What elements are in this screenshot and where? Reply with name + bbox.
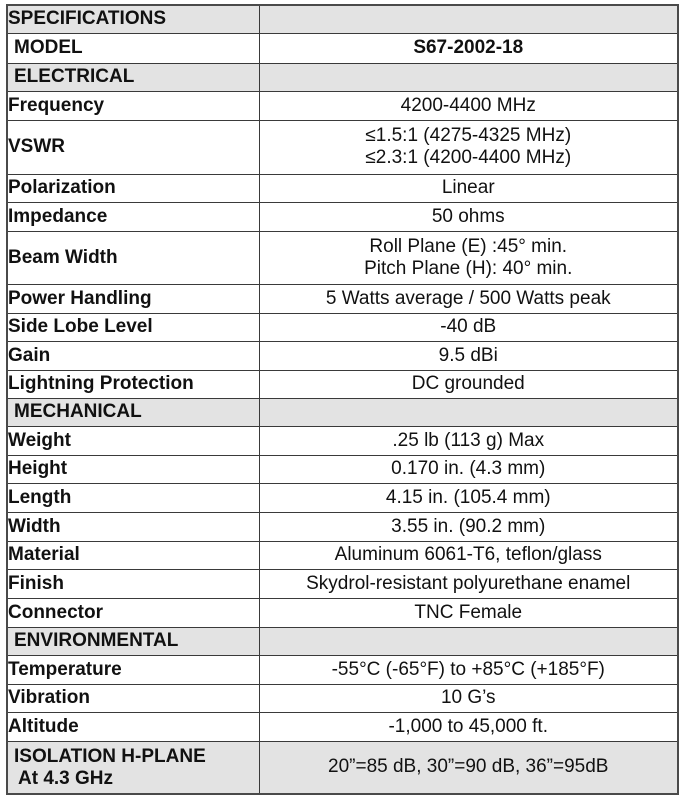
spec-value: Skydrol-resistant polyurethane enamel [259,569,678,598]
spec-label: Power Handling [7,284,259,313]
section-environmental [7,627,678,655]
section-label: MECHANICAL [7,398,259,426]
section-empty-cell [259,63,678,91]
spec-label: Altitude [7,712,259,741]
section-label: ENVIRONMENTAL [7,627,259,655]
section-empty-cell [259,398,678,426]
spec-value: 9.5 dBi [259,341,678,370]
spec-label: Length [7,483,259,512]
spec-label: Connector [7,598,259,627]
spec-value: Linear [259,174,678,202]
spec-row-height [7,455,678,483]
spec-row-width [7,512,678,541]
section-empty-cell [259,627,678,655]
spec-value: 10 G’s [259,684,678,712]
model-row [7,33,678,63]
spec-row-frequency [7,91,678,120]
spec-label: Gain [7,341,259,370]
isolation-row [7,741,678,794]
isolation-value: 20”=85 dB, 30”=90 dB, 36”=95dB [259,741,678,794]
model-value: S67-2002-18 [259,33,678,63]
spec-row-weight [7,426,678,455]
specifications-table [6,4,679,795]
spec-label: Height [7,455,259,483]
spec-label: Material [7,541,259,569]
spec-value: Aluminum 6061-T6, teflon/glass [259,541,678,569]
isolation-label: ISOLATION H-PLANE [14,746,206,768]
spec-label: Side Lobe Level [7,313,259,341]
spec-row-power-handling [7,284,678,313]
spec-row-vibration [7,684,678,712]
spec-value-line: ≤1.5:1 (4275-4325 MHz) [365,125,572,146]
spec-value: 50 ohms [259,202,678,231]
spec-row-beam-width [7,231,678,284]
spec-value: 3.55 in. (90.2 mm) [259,512,678,541]
spec-label: Vibration [7,684,259,712]
spec-row-length [7,483,678,512]
spec-value: 0.170 in. (4.3 mm) [259,455,678,483]
title-row [7,5,678,33]
spec-row-altitude [7,712,678,741]
isolation-sublabel: At 4.3 GHz [18,768,114,790]
spec-label: Weight [7,426,259,455]
spec-label: VSWR [7,120,259,174]
spec-value: -1,000 to 45,000 ft. [259,712,678,741]
section-label: ELECTRICAL [7,63,259,91]
spec-value: 4200-4400 MHz [259,91,678,120]
spec-row-temperature [7,655,678,684]
spec-value: DC grounded [259,370,678,398]
spec-row-finish [7,569,678,598]
spec-value: 5 Watts average / 500 Watts peak [259,284,678,313]
spec-label: Finish [7,569,259,598]
title-row-empty-cell [259,5,678,33]
spec-value: -40 dB [259,313,678,341]
spec-label: Polarization [7,174,259,202]
spec-label: Frequency [7,91,259,120]
spec-row-side-lobe-level [7,313,678,341]
spec-value [259,120,678,174]
spec-label: Beam Width [7,231,259,284]
spec-row-vswr [7,120,678,174]
spec-value: 4.15 in. (105.4 mm) [259,483,678,512]
model-label: MODEL [7,33,259,63]
spec-label: Width [7,512,259,541]
table-title: SPECIFICATIONS [7,5,259,33]
spec-row-impedance [7,202,678,231]
section-mechanical [7,398,678,426]
spec-row-polarization [7,174,678,202]
spec-label: Lightning Protection [7,370,259,398]
spec-row-gain [7,341,678,370]
section-electrical [7,63,678,91]
spec-row-material [7,541,678,569]
spec-row-connector [7,598,678,627]
spec-value-line: Roll Plane (E) :45° min. [369,235,568,257]
spec-value-line: ≤2.3:1 (4200-4400 MHz) [365,147,572,168]
spec-label: Temperature [7,655,259,684]
spec-label: Impedance [7,202,259,231]
spec-value [259,231,678,284]
spec-value: -55°C (-65°F) to +85°C (+185°F) [259,655,678,684]
spec-value: .25 lb (113 g) Max [259,426,678,455]
spec-row-lightning-protection [7,370,678,398]
spec-value: TNC Female [259,598,678,627]
spec-value-line: Pitch Plane (H): 40° min. [364,257,573,279]
isolation-label-cell [7,741,259,794]
